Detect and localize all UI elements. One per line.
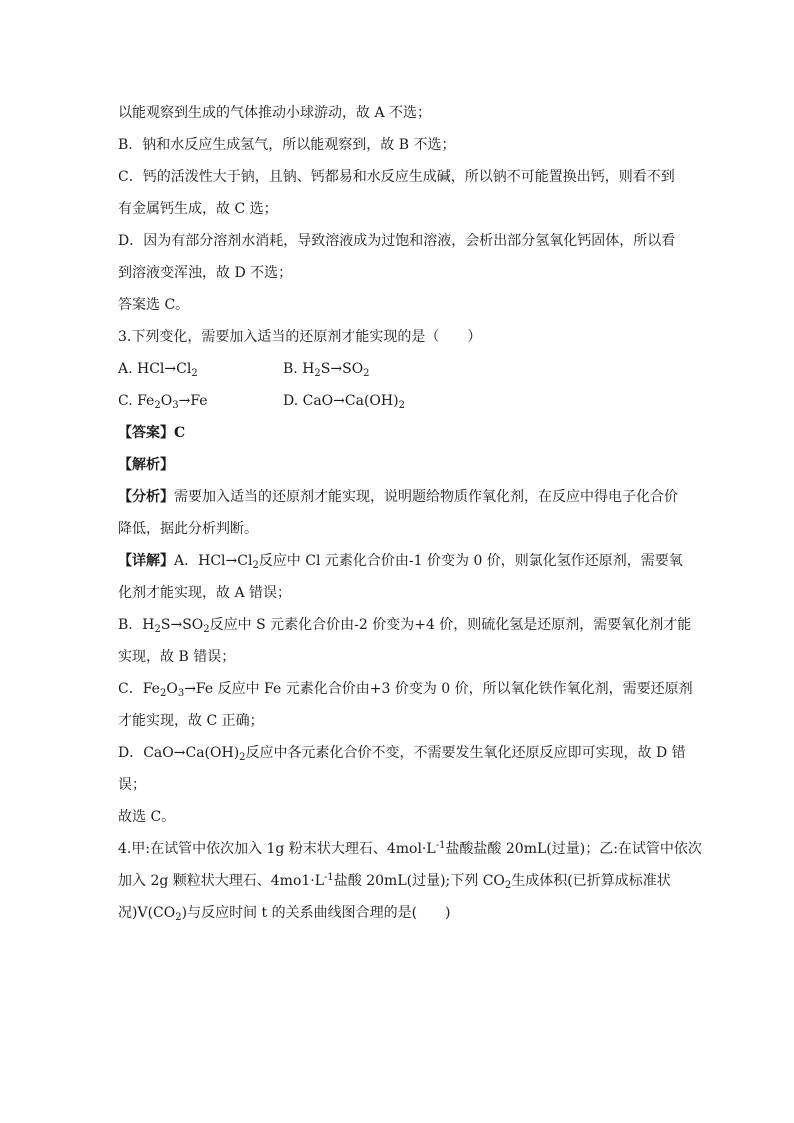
- question-4-line: 加入 2g 颗粒状大理石、$4mo1\cdot L^{-1}$盐酸 20mL(过量);下列 $CO_2$生成体积(已折算成标准状: [118, 872, 671, 891]
- text-line: C．钙的活泼性大于钠，且钠、钙都易和水反应生成碱，所以钠不可能置换出钙，则看不到: [118, 169, 675, 185]
- detail-line: 【详解】A．$HCl\to Cl_2$反应中 Cl 元素化合价由-1 价变为 0 价，则氯化氢作还原剂，需要氧: [118, 553, 683, 571]
- option-a: A. $HCl\to Cl_2$: [118, 361, 198, 379]
- option-d: D. $CaO\to Ca(OH)_2$: [283, 393, 405, 411]
- detail-line: B．$H_2S\to SO_2$反应中 S 元素化合价由-2 价变为+4 价，则硫化氢是还原剂，需要氧化剂才能: [118, 617, 692, 635]
- answer-label: 【答案】C: [118, 425, 186, 441]
- detail-line: D．$CaO\to Ca(OH)_2$反应中各元素化合价不变，不需要发生氧化还原反应即可实现，故 D 错: [118, 745, 686, 763]
- question-4-line: 4.甲:在试管中依次加入 1g 粉末状大理石、$4mol\cdot L^{-1}$盐酸盐酸 20mL(过量)；乙:在试管中依次: [118, 840, 702, 857]
- text-line: 到溶液变浑浊，故 D 不选；: [118, 265, 293, 281]
- analysis-line: 【分析】需要加入适当的还原剂才能实现，说明题给物质作氧化剂，在反应中得电子化合价: [118, 489, 678, 505]
- detail-line: 误；: [118, 777, 146, 793]
- analysis-label: 【解析】: [118, 457, 174, 473]
- detail-line: 实现，故 B 错误；: [118, 649, 236, 665]
- question-4-line: 况)$V(CO_2)$与反应时间 t 的关系曲线图合理的是( ): [118, 905, 451, 923]
- question-3-stem: 3.下列变化，需要加入适当的还原剂才能实现的是（ ）: [118, 329, 482, 345]
- detail-line: C．$Fe_2O_3\to Fe$ 反应中 Fe 元素化合价由+3 价变为 0 价，所以氧化铁作氧化剂，需要还原剂: [118, 681, 693, 699]
- text-line: B．钠和水反应生成氢气，所以能观察到，故 B 不选；: [118, 137, 456, 153]
- option-c: C. $Fe_2O_3\to Fe$: [118, 393, 208, 411]
- text-line: D．因为有部分溶剂水消耗，导致溶液成为过饱和溶液，会析出部分氢氧化钙固体，所以看: [118, 233, 676, 249]
- conclusion-line: 故选 C。: [118, 809, 176, 825]
- text-line: 以能观察到生成的气体推动小球游动，故 A 不选；: [118, 105, 432, 121]
- detail-line: 才能实现，故 C 正确；: [118, 713, 264, 729]
- text-line: 有金属钙生成，故 C 选；: [118, 201, 278, 217]
- detail-line: 化剂才能实现，故 A 错误；: [118, 585, 292, 601]
- text-line: 答案选 C。: [118, 297, 190, 313]
- option-b: B. $H_2S\to SO_2$: [283, 361, 370, 379]
- analysis-line: 降低，据此分析判断。: [118, 521, 258, 537]
